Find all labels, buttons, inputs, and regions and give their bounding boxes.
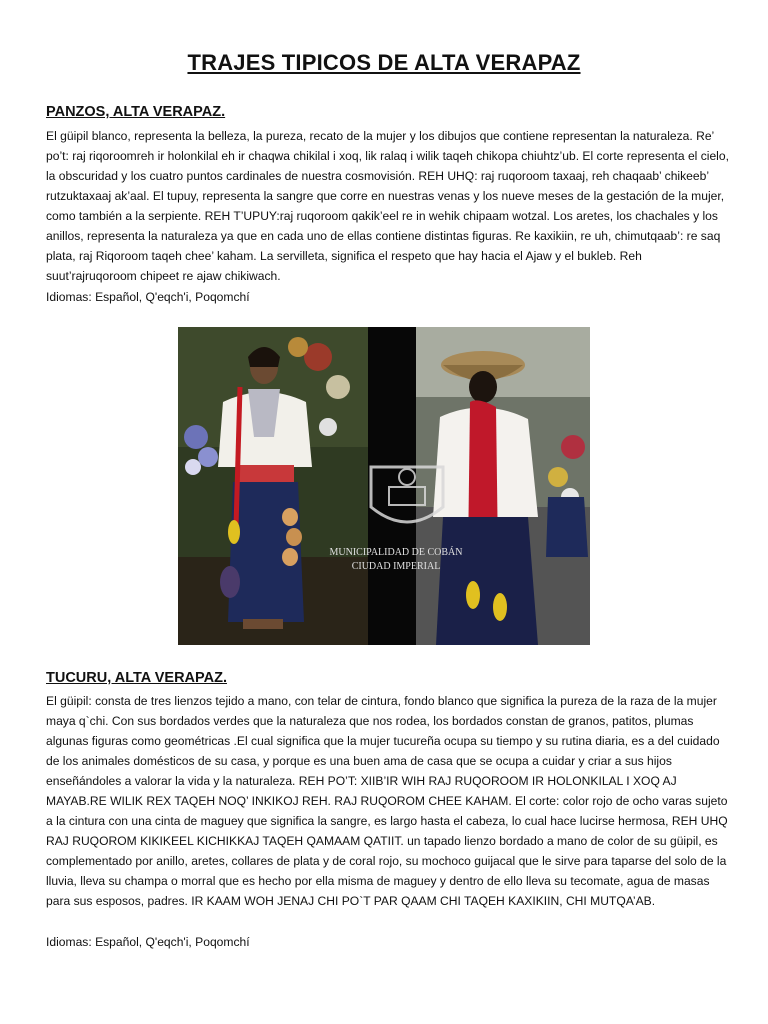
document-title: TRAJES TIPICOS DE ALTA VERAPAZ xyxy=(187,50,581,75)
traditional-dress-photo xyxy=(178,327,590,645)
section-languages-tucuru: Idiomas: Español, Q'eqch'i, Poqomchí xyxy=(46,935,250,949)
section-body-panzos: El güipil blanco, representa la belleza, la pureza, recato de la mujer y los dibujos que contiene representan la naturaleza. Re’ po’t: raj riqoroomreh ir holonkilal eh ir chaqwa chikilal i xoq, lik ralaq i wilik taqeh chikopa chiuhtz’ub. El corte representa el cielo, la obscuridad y los cuatro puntos cardinales de nuestra cosmovisión. REH UHQ: raj ruqoroom taxaaj, reh chaqaab’ chikeeb’ rutzuktaxaaj ak’aal. El tupuy, representa la sangre que corre en nuestras venas y los nueve meses de la gestación de la mujer, como también a la serpiente. REH T’UPUY:raj ruqoroom qakik’eel re in wehik chipaam wotzal. Los aretes, los chachales y los anillos, representa la naturaleza ya que en cada uno de ellas contiene distintas figuras. Re kaxikiin, re uh, chimutqaab’: re saq plata, raj Riqoroom taqeh chee’ kaham. La servilleta, significa el respeto que hay hacia el Ajaw y el bukleb. Reh suut’rajruqoroom chipeet re ajaw chikiwach. xyxy=(46,129,729,283)
seal-text-line2: CIUDAD IMPERIAL xyxy=(351,561,441,572)
section-languages-panzos: Idiomas: Español, Q'eqch'i, Poqomchí xyxy=(46,290,250,304)
section-heading-panzos: PANZOS, ALTA VERAPAZ. xyxy=(46,104,226,120)
section-body-tucuru: El güipil: consta de tres lienzos tejido a mano, con telar de cintura, fondo blanco que significa la pureza de la raza de la mujer maya q`chi. Con sus bordados verdes que la naturaleza que nos rodea, los bordados constan de granos, patitos, plumas algunas figuras como geométricas .El cual significa que la mujer tucureña ocupa su tiempo y su rutina diaria, es a del cuidado de los animales domésticos de su casa, y porque es una buen ama de casa que se ocupa a cuidar y criar a sus hijos enseñándoles a valorar la vida y la naturaleza. REH PO’T: XIIB’IR WIH RAJ RUQOROOM IR HOLONKILAL I XOQ AJ MAYAB.RE WILIK REX TAQEH NOQ’ INKIKOJ REH. RAJ RUQOROM CHEE KAHAM. El corte: color rojo de ocho varas sujeto a la cintura con una cinta de maguey que significa la sangre, es largo hasta el cabeza, lo cual hace lucirse hermosa, REH UHQ RAJ RUQOROM KIKIKEEL KICHIKKAJ TAQEH QAMAAM QATIIT. un tapado lienzo bordado a mano de color de su güipil, es complementado por anillo, aretes, collares de plata y de coral rojo, su mochoco guijacal que le sirve para taparse del solo de la lluvia, lleva su champa o morral que es hecho por ella misma de maguey y dentro de ello lleva su tecomate, agua de masas para sus esposos, padres. IR KAAM WOH JENAJ CHI PO`T PAR QAAM CHI TAQEH KAXIKIIN, CHI MUTQA’AB. xyxy=(46,694,728,908)
seal-text-line1: MUNICIPALIDAD DE COBÁN xyxy=(329,547,463,558)
section-heading-tucuru: TUCURU, ALTA VERAPAZ. xyxy=(46,670,227,686)
